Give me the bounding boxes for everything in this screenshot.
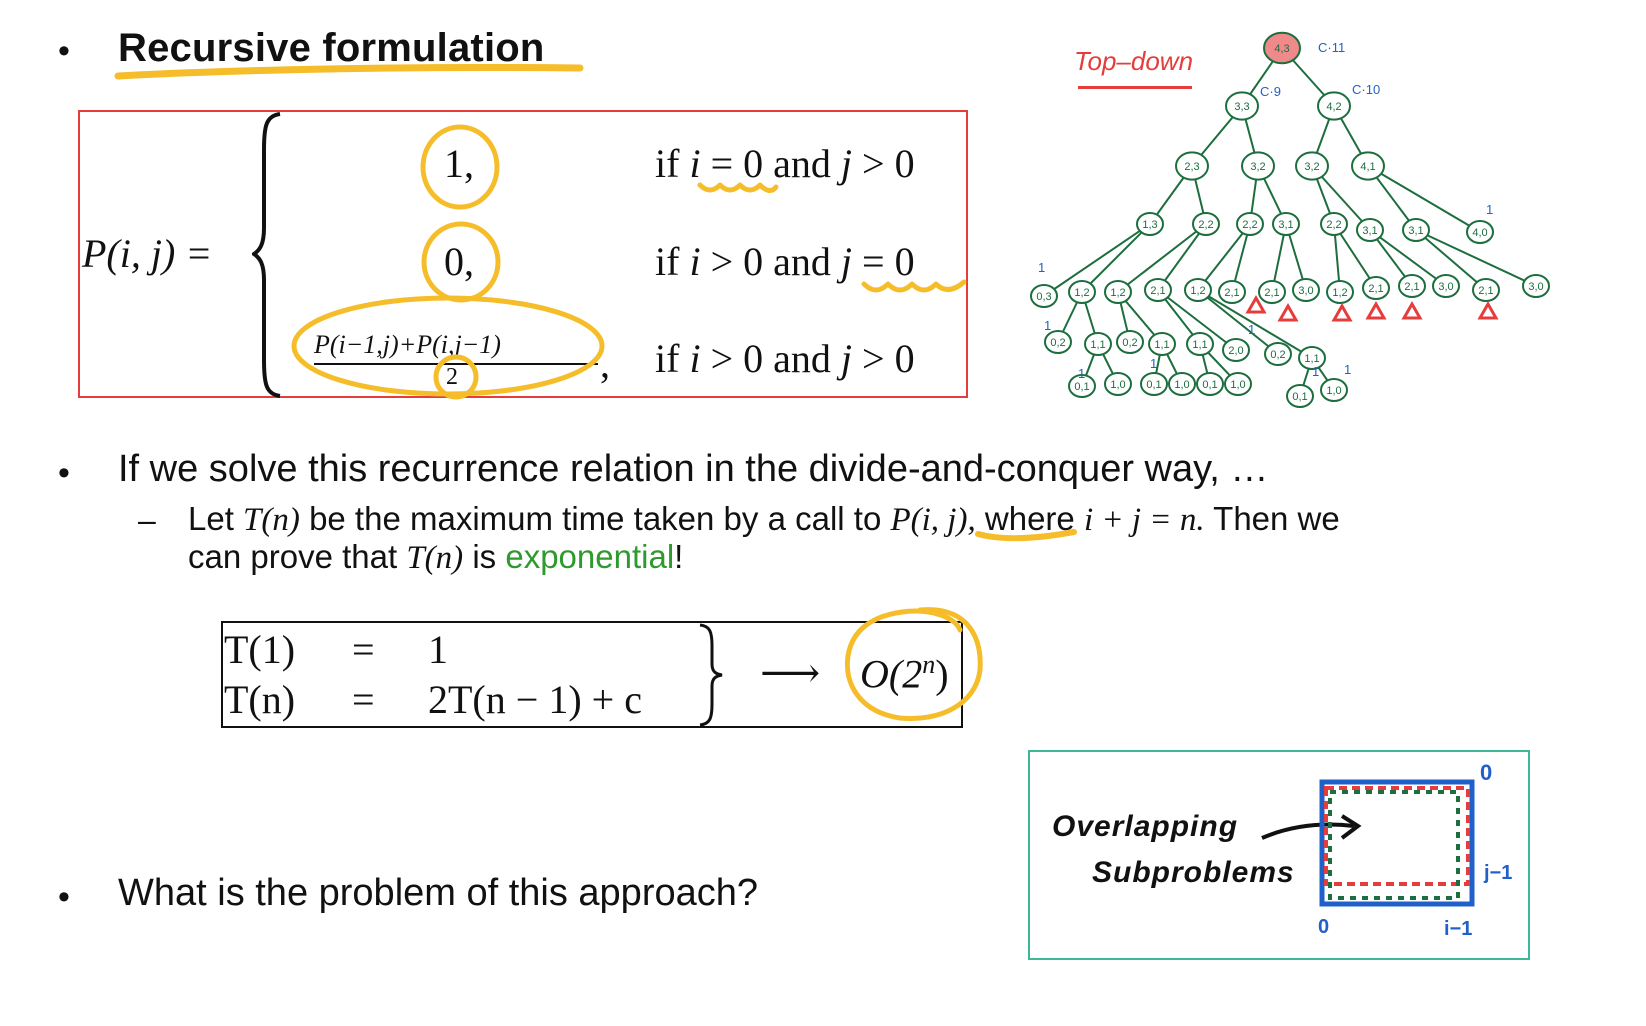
bullet2-text: If we solve this recurrence relation in the divide-and-conquer way, … bbox=[118, 448, 1269, 490]
case1-value: 1, bbox=[444, 141, 474, 186]
tree-node bbox=[1273, 213, 1299, 235]
squiggle-i bbox=[700, 185, 776, 191]
tree-node-label: 2,2 bbox=[1326, 219, 1342, 231]
bullet-1: • bbox=[58, 32, 70, 70]
tree-node bbox=[1045, 331, 1071, 353]
sub-where: where bbox=[984, 500, 1075, 537]
tree-node-label: 1,3 bbox=[1142, 219, 1158, 231]
tree-node bbox=[1031, 285, 1057, 307]
tree-node-label: 3,0 bbox=[1298, 285, 1314, 297]
base-case-mark: 1 bbox=[1038, 260, 1046, 275]
tree-node bbox=[1226, 92, 1258, 119]
repeat-triangle-marker bbox=[1334, 306, 1350, 320]
tree-node-label: 2,1 bbox=[1224, 287, 1240, 299]
formula-lhs: P(i, j) = bbox=[82, 231, 213, 276]
tree-node bbox=[1265, 343, 1291, 365]
tree-node-label: 1,1 bbox=[1090, 339, 1106, 351]
tree-node-label: 1,0 bbox=[1230, 379, 1246, 391]
rec-result-close: ) bbox=[935, 651, 949, 697]
sub-line-1 bbox=[188, 500, 1340, 539]
tree-node-label: 2,1 bbox=[1150, 285, 1166, 297]
tree-node-label: 0,1 bbox=[1292, 391, 1308, 403]
tree-node bbox=[1141, 373, 1167, 395]
case3-numerator: P(i−1,j)+P(i,j−1) bbox=[314, 330, 501, 359]
tree-node-label: 3,1 bbox=[1278, 219, 1294, 231]
tree-node bbox=[1085, 333, 1111, 355]
tree-node-label: 1,0 bbox=[1110, 379, 1126, 391]
tree-label: Top–down bbox=[1074, 46, 1194, 76]
tree-node bbox=[1523, 275, 1549, 297]
overlap-diagram bbox=[1250, 760, 1530, 950]
case3-gt: > 0 bbox=[710, 336, 764, 381]
case2-and: and bbox=[773, 239, 831, 284]
tree-node-label: 3,0 bbox=[1528, 281, 1544, 293]
case3-and: and bbox=[773, 336, 831, 381]
overlap-side-label: j−1 bbox=[1484, 862, 1513, 884]
tree-node bbox=[1293, 279, 1319, 301]
tree-node bbox=[1399, 275, 1425, 297]
call-count-note: C·9 bbox=[1260, 84, 1281, 99]
sub-is: is bbox=[472, 538, 497, 575]
tree-node bbox=[1363, 277, 1389, 299]
sub-p5: can prove that bbox=[188, 538, 398, 575]
tree-node-label: 0,2 bbox=[1270, 349, 1286, 361]
outer-square bbox=[1322, 782, 1472, 904]
overlap-corner-top: 0 bbox=[1480, 760, 1493, 785]
tree-node bbox=[1176, 152, 1208, 179]
rec-row2-rhs: 2T(n − 1) + c bbox=[428, 677, 642, 722]
overlap-label-1: Overlapping bbox=[1052, 810, 1239, 843]
tree-node bbox=[1105, 373, 1131, 395]
tree-node bbox=[1467, 221, 1493, 243]
repeat-triangle-marker bbox=[1368, 304, 1384, 318]
tree-node bbox=[1321, 213, 1347, 235]
tree-node-label: 1,1 bbox=[1154, 339, 1170, 351]
tree-node-label: 2,3 bbox=[1184, 161, 1200, 173]
tree-node bbox=[1237, 213, 1263, 235]
tree-node bbox=[1287, 385, 1313, 407]
tree-node-label: 1,2 bbox=[1110, 287, 1126, 299]
tree-node bbox=[1433, 275, 1459, 297]
sub-pij: P(i, j), bbox=[890, 502, 976, 538]
case1-j: j bbox=[840, 141, 853, 186]
tree-node-label: 2,1 bbox=[1478, 285, 1494, 297]
case3-comma: , bbox=[600, 341, 610, 386]
heading: Recursive formulation bbox=[118, 26, 545, 70]
tree-node bbox=[1219, 281, 1245, 303]
tree-node-label: 1,2 bbox=[1190, 285, 1206, 297]
squiggle-j bbox=[864, 282, 964, 290]
case3-gt2: > 0 bbox=[862, 336, 915, 381]
case3-j: j bbox=[840, 336, 853, 381]
sub-line-2 bbox=[188, 538, 683, 577]
case2-j: j bbox=[840, 239, 853, 284]
tree-node bbox=[1327, 281, 1353, 303]
case2-eq: = 0 bbox=[862, 239, 915, 284]
tree-node-label: 0,2 bbox=[1122, 337, 1138, 349]
case2-if: if bbox=[655, 239, 680, 284]
rec-arrow: ⟶ bbox=[760, 651, 821, 697]
tree-node-label: 3,1 bbox=[1408, 225, 1424, 237]
bullet3-text: What is the problem of this approach? bbox=[118, 872, 759, 914]
circle-denominator bbox=[436, 357, 476, 397]
case1-rel: > 0 bbox=[862, 141, 915, 186]
tree-node-label: 1,0 bbox=[1174, 379, 1190, 391]
base-case-mark: 1 bbox=[1486, 202, 1494, 217]
case2-gt: > 0 bbox=[710, 239, 764, 284]
tree-node bbox=[1318, 92, 1350, 119]
case3-if: if bbox=[655, 336, 680, 381]
rec-row2-lhs: T(n) bbox=[224, 677, 296, 722]
case1-i: i bbox=[689, 141, 701, 186]
rec-result-exp: n bbox=[922, 650, 936, 679]
case2-i: i bbox=[689, 239, 701, 284]
circle-case2 bbox=[424, 224, 498, 300]
repeat-triangle-marker bbox=[1280, 306, 1296, 320]
tree-edge bbox=[1044, 224, 1150, 296]
overlap-arrow bbox=[1262, 825, 1354, 839]
pij-underline bbox=[970, 524, 1090, 548]
tree-node bbox=[1352, 152, 1384, 179]
result-circle bbox=[820, 600, 1000, 730]
base-case-mark: 1 bbox=[1248, 322, 1256, 337]
rec-row1-eq: = bbox=[352, 627, 375, 672]
sub-let: Let bbox=[188, 500, 234, 537]
tree-node-label: 1,0 bbox=[1326, 385, 1342, 397]
tree-node-label: 1,1 bbox=[1192, 339, 1208, 351]
overlap-label-2: Subproblems bbox=[1092, 856, 1295, 889]
tree-node-label: 2,0 bbox=[1228, 345, 1244, 357]
sub-tn: T(n) bbox=[243, 502, 300, 538]
tree-node bbox=[1403, 219, 1429, 241]
sub-tn2: T(n) bbox=[406, 540, 464, 576]
tree-root-node bbox=[1264, 33, 1300, 64]
overlap-bottom-label: i−1 bbox=[1444, 918, 1473, 940]
tree-node bbox=[1473, 279, 1499, 301]
tree-node bbox=[1259, 281, 1285, 303]
tree-node-label: 1,2 bbox=[1332, 287, 1348, 299]
tree-node-label: 0,2 bbox=[1050, 337, 1066, 349]
sub-exponential: exponential bbox=[505, 538, 675, 575]
tree-node-label: 0,1 bbox=[1202, 379, 1218, 391]
tree-node-label: 0,3 bbox=[1036, 291, 1052, 303]
tree-node-label: 3,0 bbox=[1438, 281, 1454, 293]
bullet-3: • bbox=[58, 878, 70, 916]
tree-node-label: 0,1 bbox=[1074, 381, 1090, 393]
sub-eq: i + j = n. bbox=[1083, 502, 1205, 538]
tree-node bbox=[1169, 373, 1195, 395]
repeat-triangle-marker bbox=[1248, 298, 1264, 312]
tree-node bbox=[1321, 379, 1347, 401]
tree-node bbox=[1225, 373, 1251, 395]
rec-row2-eq: = bbox=[352, 677, 375, 722]
tree-node bbox=[1069, 281, 1095, 303]
tree-node-label: 4,0 bbox=[1472, 227, 1488, 239]
tree-node bbox=[1223, 339, 1249, 361]
tree-node bbox=[1197, 373, 1223, 395]
tree-node-label: 2,1 bbox=[1404, 281, 1420, 293]
tree-node-label: 4,1 bbox=[1360, 161, 1376, 173]
tree-node-label: 1,2 bbox=[1074, 287, 1090, 299]
tree-node-label: 3,1 bbox=[1362, 225, 1378, 237]
tree-node bbox=[1187, 333, 1213, 355]
tree-node-label: 4,3 bbox=[1274, 43, 1290, 55]
tree-node-label: 3,2 bbox=[1304, 161, 1320, 173]
rec-row1-lhs: T(1) bbox=[224, 627, 296, 672]
circle-case1 bbox=[423, 127, 497, 207]
tree-node-label: 0,1 bbox=[1146, 379, 1162, 391]
case2-value: 0, bbox=[444, 239, 474, 284]
tree-node bbox=[1145, 279, 1171, 301]
case3-denominator: 2 bbox=[446, 364, 458, 390]
dash: – bbox=[138, 502, 156, 538]
tree-node bbox=[1137, 213, 1163, 235]
base-case-mark: 1 bbox=[1078, 366, 1086, 381]
sub-p2: be the maximum time taken by a call to bbox=[309, 500, 882, 537]
tree-node-label: 2,1 bbox=[1368, 283, 1384, 295]
tree-node bbox=[1149, 333, 1175, 355]
tree-node-label: 2,1 bbox=[1264, 287, 1280, 299]
overlap-corner-bottom: 0 bbox=[1318, 916, 1330, 938]
recursion-tree bbox=[1020, 20, 1580, 420]
tree-node-label: 2,2 bbox=[1242, 219, 1258, 231]
circle-case3 bbox=[294, 298, 602, 394]
rec-brace bbox=[696, 622, 726, 728]
call-count-note: C·10 bbox=[1352, 82, 1381, 97]
base-case-mark: 1 bbox=[1344, 362, 1352, 377]
base-case-mark: 1 bbox=[1044, 318, 1052, 333]
base-case-mark: 1 bbox=[1150, 356, 1158, 371]
tree-node-label: 4,2 bbox=[1326, 101, 1342, 113]
repeat-triangle-marker bbox=[1404, 304, 1420, 318]
case3-i: i bbox=[689, 336, 701, 381]
sub-excl: ! bbox=[674, 538, 684, 575]
tree-node bbox=[1105, 281, 1131, 303]
rec-row1-rhs: 1 bbox=[428, 627, 448, 672]
case1-if: if bbox=[655, 141, 680, 186]
tree-node-label: 2,2 bbox=[1198, 219, 1214, 231]
call-count-note: C·11 bbox=[1318, 40, 1346, 55]
repeat-triangle-marker bbox=[1480, 304, 1496, 318]
tree-node-label: 3,3 bbox=[1234, 101, 1250, 113]
tree-node bbox=[1296, 152, 1328, 179]
case1-eq: = 0 bbox=[710, 141, 764, 186]
tree-node bbox=[1193, 213, 1219, 235]
tree-node-label: 1,1 bbox=[1304, 353, 1320, 365]
tree-node-label: 3,2 bbox=[1250, 161, 1266, 173]
tree-node bbox=[1185, 279, 1211, 301]
formula-highlights bbox=[0, 0, 1000, 420]
rec-result-base: O(2 bbox=[860, 651, 923, 697]
base-case-mark: 1 bbox=[1312, 364, 1320, 379]
tree-node bbox=[1117, 331, 1143, 353]
sub-then: Then we bbox=[1213, 500, 1340, 537]
bullet-2: • bbox=[58, 454, 70, 492]
tree-node bbox=[1242, 152, 1274, 179]
case1-and: and bbox=[773, 141, 831, 186]
tree-node bbox=[1357, 219, 1383, 241]
